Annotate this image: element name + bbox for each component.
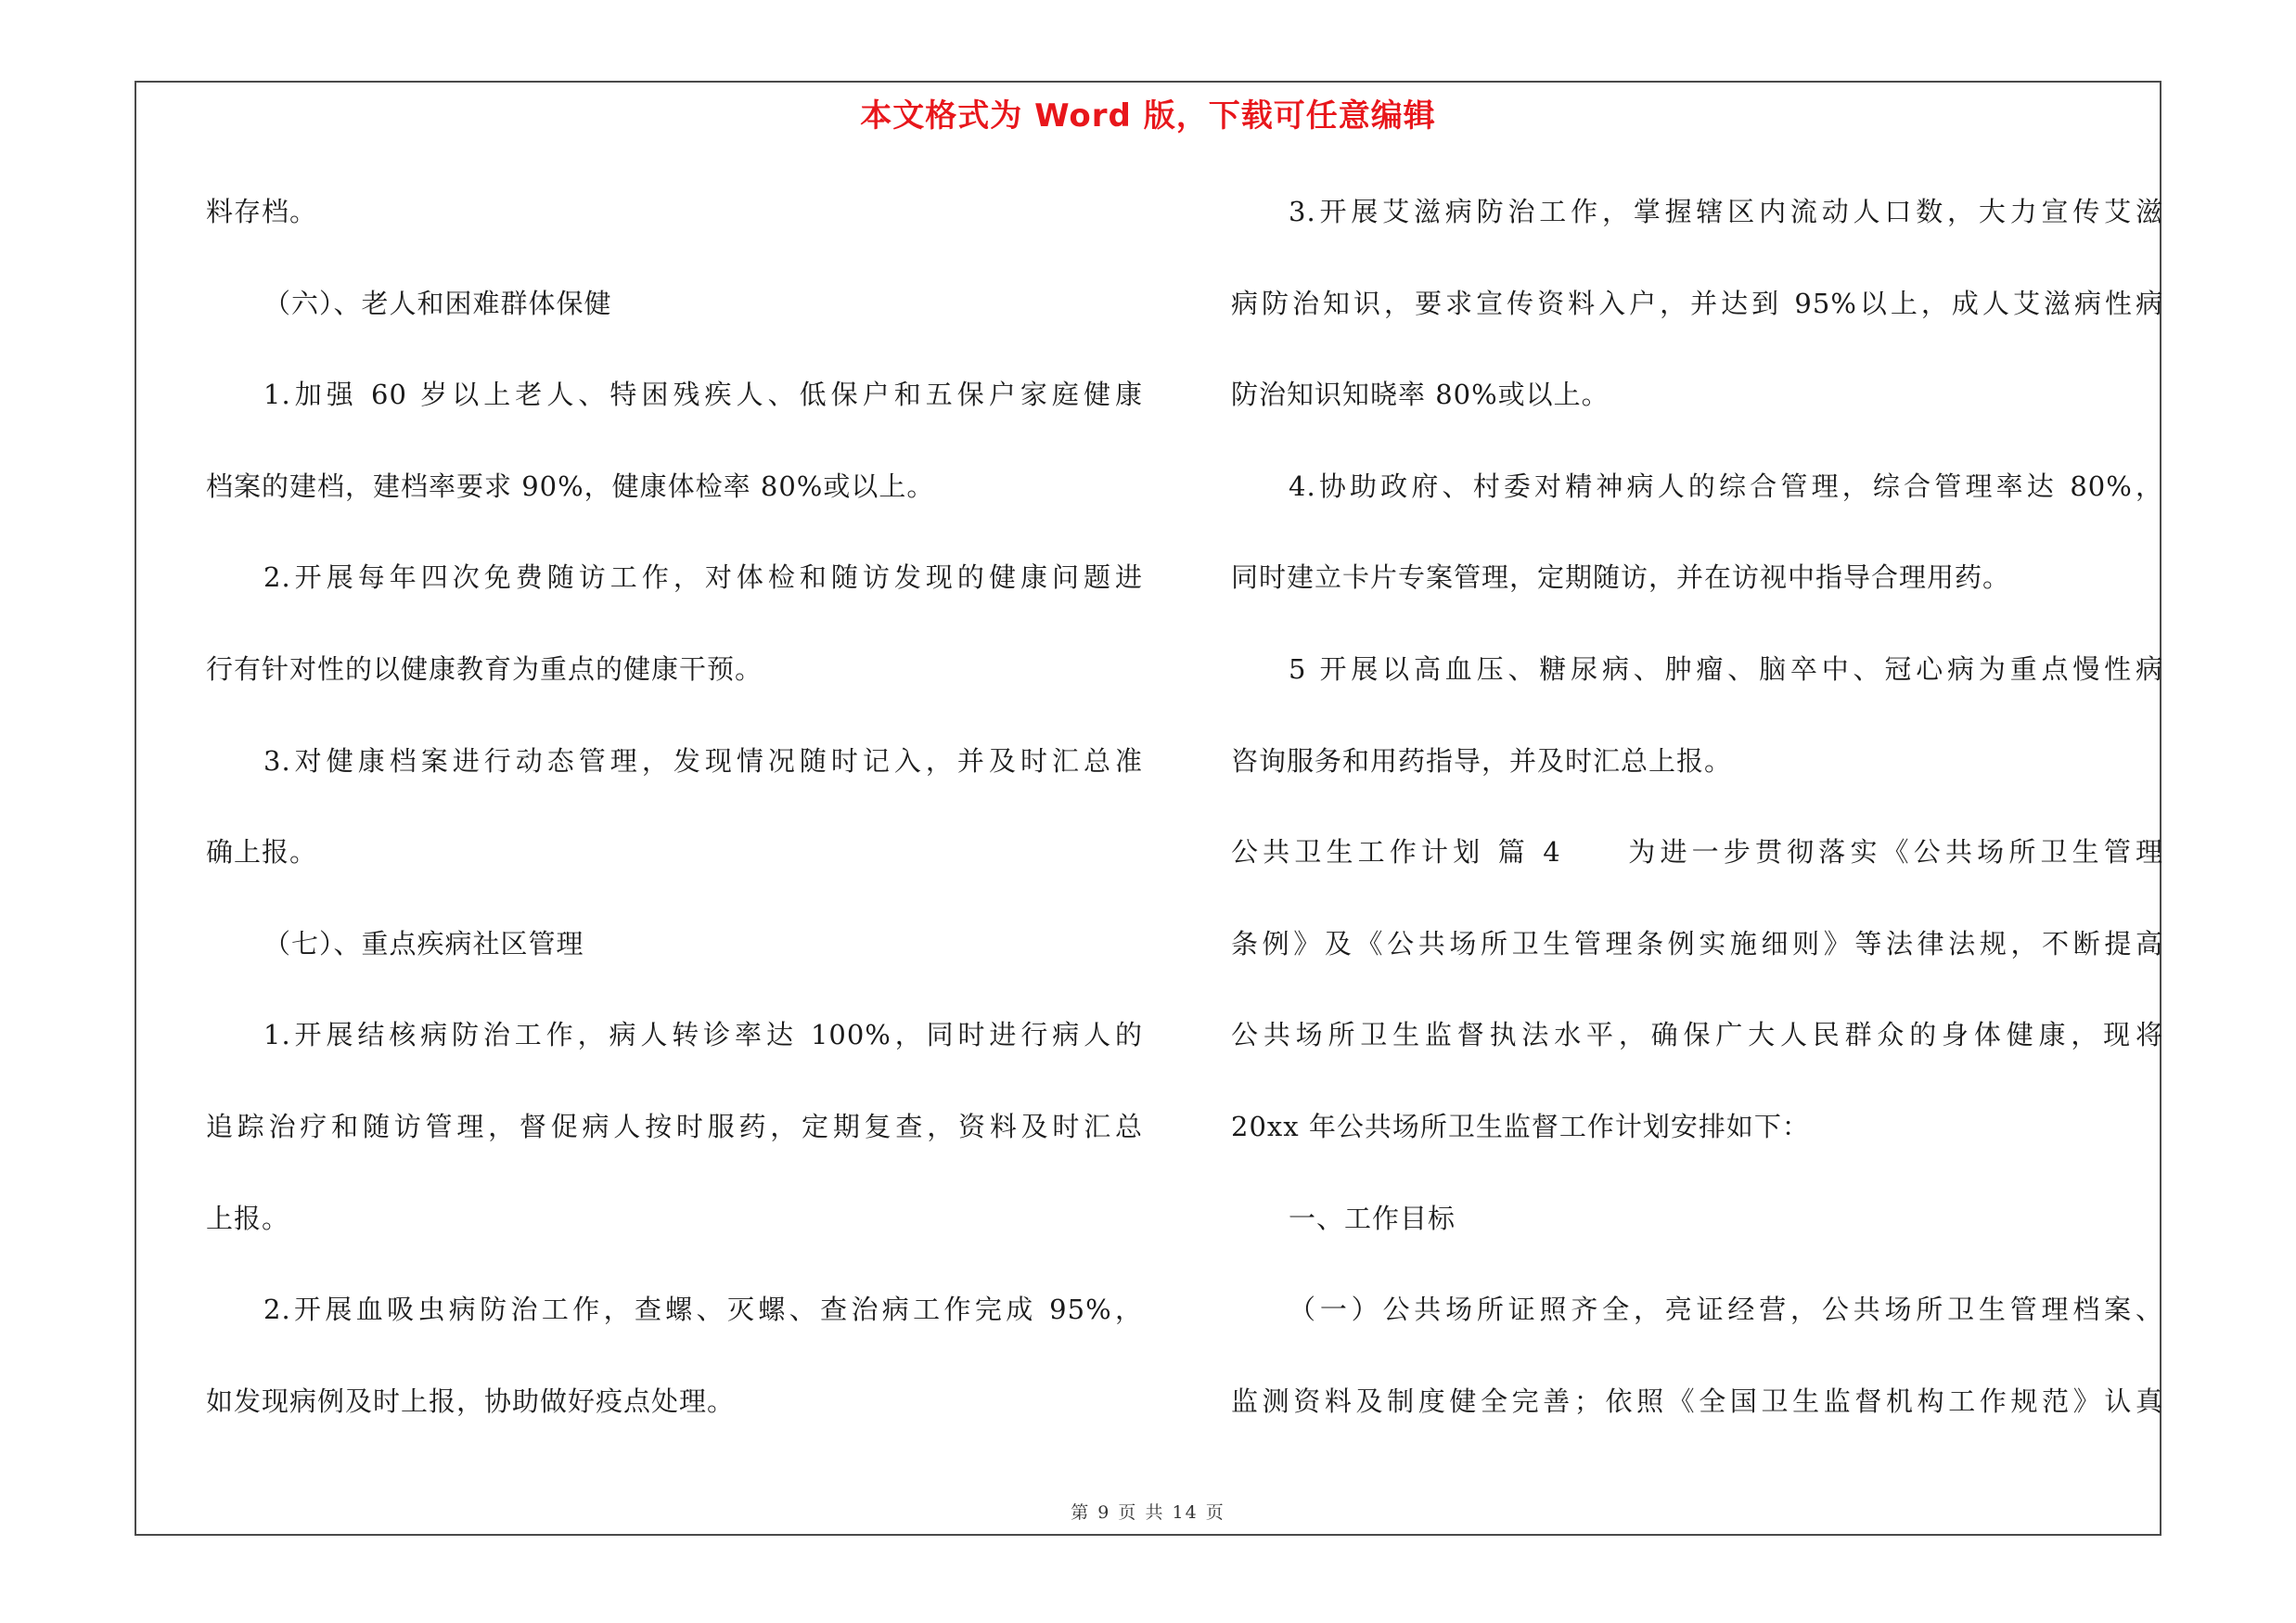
text-line: 2.开展每年四次免费随访工作，对体检和随访发现的健康问题进 [263, 561, 1143, 594]
text-line: 病防治知识，要求宣传资料入户，并达到 95%以上，成人艾滋病性病 [1231, 287, 2163, 319]
text-line: （七）、重点疾病社区管理 [263, 927, 584, 960]
text-line: （六）、老人和困难群体保健 [263, 287, 612, 319]
text-line: 条例》及《公共场所卫生管理条例实施细则》等法律法规，不断提高 [1231, 927, 2163, 960]
text-line: 如发现病例及时上报，协助做好疫点处理。 [206, 1385, 736, 1417]
text-line: 追踪治疗和随访管理，督促病人按时服药，定期复查，资料及时汇总 [206, 1110, 1143, 1142]
format-banner: 本文格式为 Word 版，下载可任意编辑 [860, 97, 1436, 135]
text-line: 公共卫生工作计划 篇 4 为进一步贯彻落实《公共场所卫生管理 [1231, 836, 2163, 869]
text-line: 5 开展以高血压、糖尿病、肿瘤、脑卒中、冠心病为重点慢性病 [1289, 652, 2163, 685]
text-line: 4.协助政府、村委对精神病人的综合管理，综合管理率达 80%， [1289, 470, 2163, 502]
text-line: 档案的建档，建档率要求 90%，健康体检率 80%或以上。 [206, 470, 935, 502]
text-line: 行有针对性的以健康教育为重点的健康干预。 [206, 652, 763, 685]
right-column [1231, 184, 2163, 1464]
text-line: 20xx 年公共场所卫生监督工作计划安排如下： [1231, 1110, 1810, 1142]
page-number: 第 9 页 共 14 页 [1071, 1502, 1225, 1523]
text-line: 确上报。 [206, 836, 318, 869]
text-line: 上报。 [206, 1202, 290, 1234]
text-line: 3.对健康档案进行动态管理，发现情况随时记入，并及时汇总准 [263, 744, 1143, 777]
text-line: 3.开展艾滋病防治工作，掌握辖区内流动人口数，大力宣传艾滋 [1289, 196, 2163, 227]
text-line: 防治知识知晓率 80%或以上。 [1231, 379, 1610, 411]
text-line: 2.开展血吸虫病防治工作，查螺、灭螺、查治病工作完成 95%， [263, 1294, 1143, 1326]
text-line: 公共场所卫生监督执法水平，确保广大人民群众的身体健康，现将 [1231, 1019, 2163, 1051]
text-line: 一、工作目标 [1289, 1202, 1456, 1234]
text-line: 1.加强 60 岁以上老人、特困残疾人、低保户和五保户家庭健康 [263, 379, 1143, 411]
text-line: 料存档。 [206, 196, 318, 227]
text-line: 监测资料及制度健全完善；依照《全国卫生监督机构工作规范》认真 [1231, 1385, 2163, 1417]
text-line: 咨询服务和用药指导，并及时汇总上报。 [1231, 744, 1733, 777]
text-line: 同时建立卡片专案管理，定期随访，并在访视中指导合理用药。 [1231, 561, 2011, 594]
text-line: （一）公共场所证照齐全，亮证经营，公共场所卫生管理档案、 [1289, 1294, 2163, 1326]
text-line: 1.开展结核病防治工作，病人转诊率达 100%，同时进行病人的 [263, 1019, 1143, 1051]
left-column [206, 184, 1143, 1464]
